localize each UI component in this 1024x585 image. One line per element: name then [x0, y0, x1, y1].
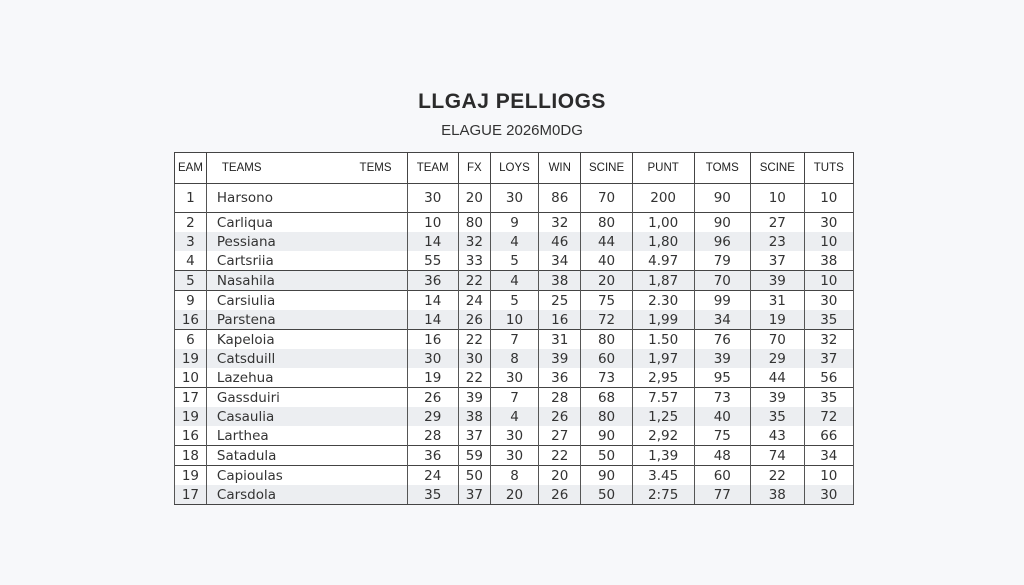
- stat-cell: 30: [804, 485, 853, 505]
- table-row: [175, 271, 854, 291]
- team-name-cell: Catsduill: [206, 349, 407, 368]
- stat-cell: 80: [458, 213, 490, 233]
- stat-cell: 38: [751, 485, 804, 505]
- stat-cell: 30: [490, 426, 538, 446]
- stat-cell: 73: [581, 368, 632, 388]
- stat-cell: 2:75: [632, 485, 694, 505]
- stat-cell: 19: [407, 368, 458, 388]
- stat-cell: 4: [490, 407, 538, 426]
- rank-cell: 19: [175, 466, 207, 486]
- stat-cell: 31: [539, 330, 581, 350]
- stat-cell: 25: [539, 291, 581, 311]
- rank-cell: 5: [175, 271, 207, 291]
- stat-cell: 30: [804, 291, 853, 311]
- team-name-cell: Carliqua: [206, 213, 407, 233]
- stat-cell: 38: [458, 407, 490, 426]
- stat-cell: 74: [751, 446, 804, 466]
- stat-cell: 38: [539, 271, 581, 291]
- stat-cell: 1,00: [632, 213, 694, 233]
- stat-cell: 44: [751, 368, 804, 388]
- stat-cell: 7.57: [632, 388, 694, 408]
- team-name-cell: Satadula: [206, 446, 407, 466]
- stat-cell: 2.30: [632, 291, 694, 311]
- stat-cell: 22: [539, 446, 581, 466]
- stat-cell: 39: [751, 271, 804, 291]
- stat-cell: 1,25: [632, 407, 694, 426]
- table-row: [175, 368, 854, 388]
- stat-cell: 34: [804, 446, 853, 466]
- col-header: TEMS: [359, 162, 392, 174]
- stat-cell: 7: [490, 330, 538, 350]
- col-header: SCINE: [581, 153, 632, 184]
- stat-cell: 80: [581, 407, 632, 426]
- stat-cell: 20: [458, 184, 490, 213]
- stat-cell: 50: [581, 485, 632, 505]
- stat-cell: 27: [539, 426, 581, 446]
- col-header: EAM: [175, 153, 207, 184]
- rank-cell: 18: [175, 446, 207, 466]
- stat-cell: 90: [581, 466, 632, 486]
- stat-cell: 80: [581, 213, 632, 233]
- stat-cell: 9: [490, 213, 538, 233]
- stat-cell: 20: [539, 466, 581, 486]
- table-row: [175, 446, 854, 466]
- team-name-cell: Larthea: [206, 426, 407, 446]
- stat-cell: 5: [490, 291, 538, 311]
- table-row: [175, 330, 854, 350]
- rank-cell: 1: [175, 184, 207, 213]
- stat-cell: 14: [407, 310, 458, 330]
- stat-cell: 59: [458, 446, 490, 466]
- stat-cell: 70: [751, 330, 804, 350]
- stat-cell: 75: [694, 426, 751, 446]
- stat-cell: 28: [407, 426, 458, 446]
- stat-cell: 79: [694, 251, 751, 271]
- table-row: [175, 485, 854, 505]
- stat-cell: 99: [694, 291, 751, 311]
- stat-cell: 10: [751, 184, 804, 213]
- stat-cell: 35: [804, 310, 853, 330]
- team-name-cell: Capioulas: [206, 466, 407, 486]
- stat-cell: 10: [407, 213, 458, 233]
- table-row: [175, 251, 854, 271]
- rank-cell: 17: [175, 388, 207, 408]
- rank-cell: 2: [175, 213, 207, 233]
- stat-cell: 200: [632, 184, 694, 213]
- stat-cell: 37: [458, 426, 490, 446]
- col-header: FX: [458, 153, 490, 184]
- stat-cell: 36: [539, 368, 581, 388]
- rank-cell: 3: [175, 232, 207, 251]
- stat-cell: 68: [581, 388, 632, 408]
- col-header: WIN: [539, 153, 581, 184]
- stat-cell: 2,95: [632, 368, 694, 388]
- stat-cell: 96: [694, 232, 751, 251]
- stat-cell: 23: [751, 232, 804, 251]
- stat-cell: 28: [539, 388, 581, 408]
- stat-cell: 10: [804, 271, 853, 291]
- team-name-cell: Harsono: [206, 184, 407, 213]
- stat-cell: 8: [490, 466, 538, 486]
- stat-cell: 31: [751, 291, 804, 311]
- stat-cell: 26: [407, 388, 458, 408]
- stat-cell: 27: [751, 213, 804, 233]
- team-name-cell: Pessiana: [206, 232, 407, 251]
- stat-cell: 32: [539, 213, 581, 233]
- stat-cell: 39: [539, 349, 581, 368]
- col-header: SCINE: [751, 153, 804, 184]
- stat-cell: 56: [804, 368, 853, 388]
- table-row: [175, 291, 854, 311]
- stat-cell: 50: [458, 466, 490, 486]
- stat-cell: 35: [804, 388, 853, 408]
- stat-cell: 1,97: [632, 349, 694, 368]
- stat-cell: 30: [490, 368, 538, 388]
- team-name-cell: Casaulia: [206, 407, 407, 426]
- stat-cell: 60: [581, 349, 632, 368]
- table-row: [175, 466, 854, 486]
- rank-cell: 19: [175, 407, 207, 426]
- stat-cell: 24: [407, 466, 458, 486]
- rank-cell: 6: [175, 330, 207, 350]
- col-header: TUTS: [804, 153, 853, 184]
- stat-cell: 70: [694, 271, 751, 291]
- rank-cell: 4: [175, 251, 207, 271]
- table-row: [175, 426, 854, 446]
- stat-cell: 95: [694, 368, 751, 388]
- stat-cell: 73: [694, 388, 751, 408]
- stat-cell: 8: [490, 349, 538, 368]
- stat-cell: 90: [581, 426, 632, 446]
- stat-cell: 4.97: [632, 251, 694, 271]
- stat-cell: 26: [458, 310, 490, 330]
- stat-cell: 40: [581, 251, 632, 271]
- team-name-cell: Parstena: [206, 310, 407, 330]
- stat-cell: 29: [751, 349, 804, 368]
- stat-cell: 1.50: [632, 330, 694, 350]
- stat-cell: 4: [490, 232, 538, 251]
- stat-cell: 3.45: [632, 466, 694, 486]
- stat-cell: 36: [407, 271, 458, 291]
- stat-cell: 30: [490, 446, 538, 466]
- stat-cell: 36: [407, 446, 458, 466]
- stat-cell: 10: [804, 232, 853, 251]
- stat-cell: 37: [751, 251, 804, 271]
- stat-cell: 10: [490, 310, 538, 330]
- stat-cell: 14: [407, 232, 458, 251]
- stat-cell: 38: [804, 251, 853, 271]
- stat-cell: 70: [581, 184, 632, 213]
- stat-cell: 16: [539, 310, 581, 330]
- team-name-cell: Carsdola: [206, 485, 407, 505]
- stat-cell: 14: [407, 291, 458, 311]
- stat-cell: 30: [407, 184, 458, 213]
- stat-cell: 20: [581, 271, 632, 291]
- stat-cell: 2,92: [632, 426, 694, 446]
- stat-cell: 22: [751, 466, 804, 486]
- team-name-cell: Nasahila: [206, 271, 407, 291]
- table-row: [175, 310, 854, 330]
- team-name-cell: Gassduiri: [206, 388, 407, 408]
- stat-cell: 60: [694, 466, 751, 486]
- stat-cell: 29: [407, 407, 458, 426]
- table-row: [175, 388, 854, 408]
- page-title: LLGAJ PELLIOGS: [418, 90, 606, 113]
- team-name-cell: Kapeloia: [206, 330, 407, 350]
- stat-cell: 26: [539, 485, 581, 505]
- col-header: [206, 153, 407, 184]
- rank-cell: 9: [175, 291, 207, 311]
- rank-cell: 10: [175, 368, 207, 388]
- stat-cell: 22: [458, 368, 490, 388]
- stat-cell: 32: [458, 232, 490, 251]
- stat-cell: 37: [804, 349, 853, 368]
- team-name-cell: Cartsriia: [206, 251, 407, 271]
- stat-cell: 35: [751, 407, 804, 426]
- rank-cell: 16: [175, 310, 207, 330]
- stat-cell: 75: [581, 291, 632, 311]
- stat-cell: 72: [804, 407, 853, 426]
- stat-cell: 55: [407, 251, 458, 271]
- stat-cell: 20: [490, 485, 538, 505]
- stat-cell: 39: [694, 349, 751, 368]
- stat-cell: 40: [694, 407, 751, 426]
- stat-cell: 5: [490, 251, 538, 271]
- stat-cell: 10: [804, 466, 853, 486]
- stat-cell: 80: [581, 330, 632, 350]
- header-row: [175, 153, 854, 184]
- stat-cell: 44: [581, 232, 632, 251]
- stat-cell: 66: [804, 426, 853, 446]
- team-name-cell: Carsiulia: [206, 291, 407, 311]
- stat-cell: 34: [539, 251, 581, 271]
- stat-cell: 1,87: [632, 271, 694, 291]
- stat-cell: 86: [539, 184, 581, 213]
- stat-cell: 30: [804, 213, 853, 233]
- stat-cell: 90: [694, 184, 751, 213]
- rank-cell: 19: [175, 349, 207, 368]
- table-row: [175, 232, 854, 251]
- stat-cell: 1,39: [632, 446, 694, 466]
- stat-cell: 37: [458, 485, 490, 505]
- col-header: LOYS: [490, 153, 538, 184]
- stat-cell: 34: [694, 310, 751, 330]
- stat-cell: 19: [751, 310, 804, 330]
- stat-cell: 33: [458, 251, 490, 271]
- stat-cell: 43: [751, 426, 804, 446]
- table-row: [175, 184, 854, 213]
- stat-cell: 1,99: [632, 310, 694, 330]
- team-name-cell: Lazehua: [206, 368, 407, 388]
- table-row: [175, 407, 854, 426]
- stat-cell: 48: [694, 446, 751, 466]
- standings-table: [174, 152, 854, 505]
- stat-cell: 22: [458, 271, 490, 291]
- stat-cell: 7: [490, 388, 538, 408]
- stat-cell: 30: [490, 184, 538, 213]
- col-header: TOMS: [694, 153, 751, 184]
- stat-cell: 30: [407, 349, 458, 368]
- stat-cell: 4: [490, 271, 538, 291]
- table-row: [175, 213, 854, 233]
- stat-cell: 39: [751, 388, 804, 408]
- stat-cell: 32: [804, 330, 853, 350]
- stat-cell: 77: [694, 485, 751, 505]
- stat-cell: 90: [694, 213, 751, 233]
- stat-cell: 30: [458, 349, 490, 368]
- stat-cell: 46: [539, 232, 581, 251]
- rank-cell: 16: [175, 426, 207, 446]
- stat-cell: 1,80: [632, 232, 694, 251]
- stat-cell: 10: [804, 184, 853, 213]
- stat-cell: 39: [458, 388, 490, 408]
- col-header: PUNT: [632, 153, 694, 184]
- rank-cell: 17: [175, 485, 207, 505]
- col-header: TEAMS: [221, 162, 262, 174]
- stat-cell: 50: [581, 446, 632, 466]
- stat-cell: 16: [407, 330, 458, 350]
- stat-cell: 22: [458, 330, 490, 350]
- stat-cell: 72: [581, 310, 632, 330]
- stat-cell: 76: [694, 330, 751, 350]
- page-subtitle: ELAGUE 2026M0DG: [441, 122, 583, 139]
- stat-cell: 35: [407, 485, 458, 505]
- stat-cell: 26: [539, 407, 581, 426]
- stat-cell: 24: [458, 291, 490, 311]
- col-header: TEAM: [407, 153, 458, 184]
- table-row: [175, 349, 854, 368]
